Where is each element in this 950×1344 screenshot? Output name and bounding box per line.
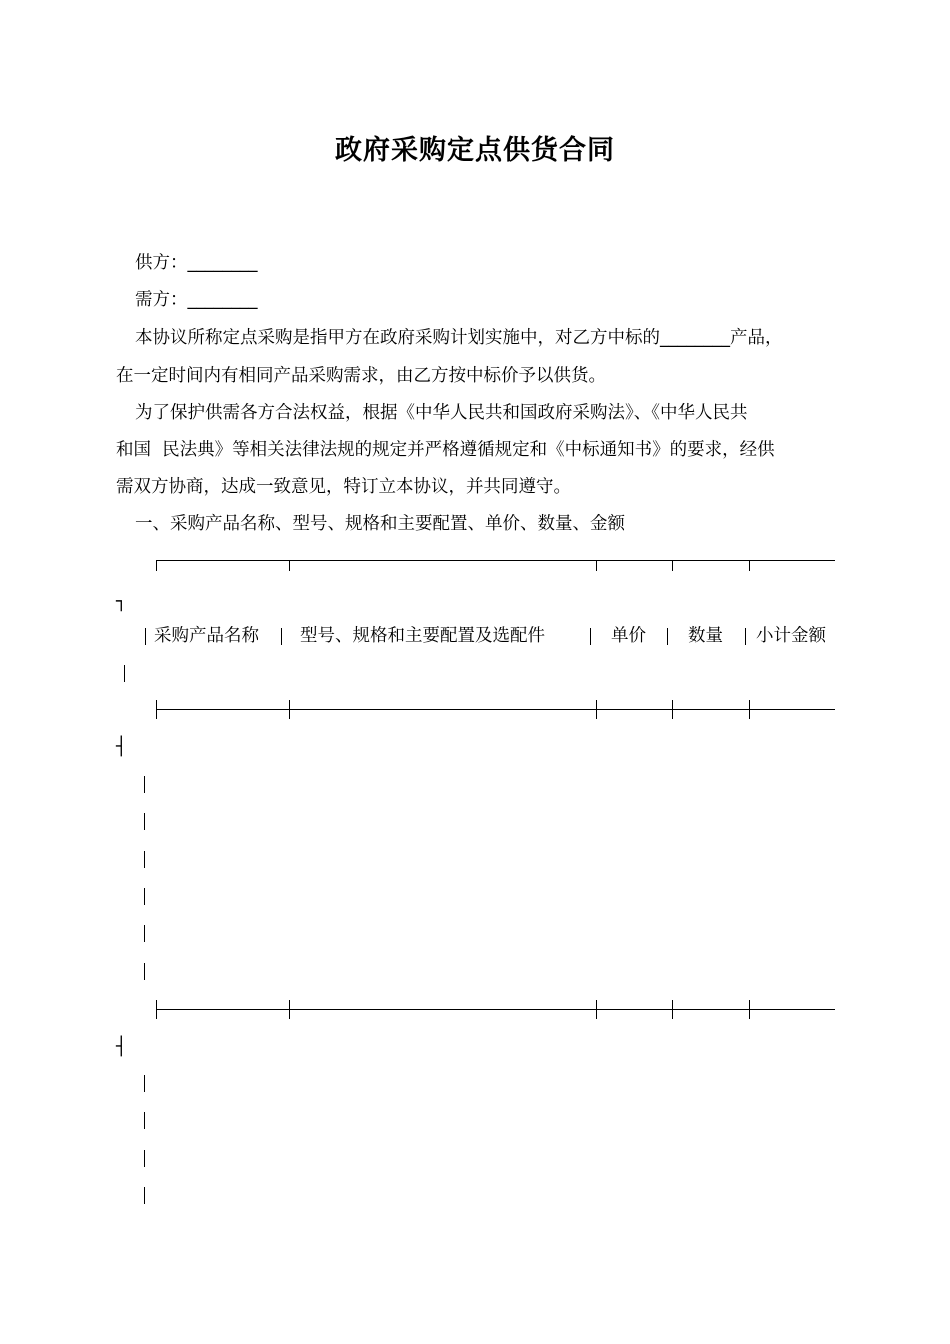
supplier-field: 供方：________ <box>135 253 258 273</box>
paragraph-definition-line2: 在一定时间内有相同产品采购需求，由乙方按中标价予以供货。 <box>116 366 606 386</box>
header-unit-price: 单价 <box>611 626 646 646</box>
header-model-spec: 型号、规格和主要配置及选配件 <box>300 626 545 646</box>
table-corner-mid-2: ┤ <box>116 1037 127 1057</box>
contract-title: 政府采购定点供货合同 <box>335 135 615 166</box>
header-product-name: 采购产品名称 <box>154 626 259 646</box>
header-subtotal: 小计金额 <box>756 626 826 646</box>
paragraph-basis-line3: 需双方协商，达成一致意见，特订立本协议，并共同遵守。 <box>116 477 571 497</box>
paragraph-basis-line2: 和国 民法典》等相关法律法规的规定并严格遵循规定和《中标通知书》的要求，经供 <box>116 440 775 460</box>
table-corner-mid-1: ┤ <box>116 737 127 757</box>
buyer-field: 需方：________ <box>135 290 258 310</box>
header-quantity: 数量 <box>688 626 723 646</box>
section-heading: 一、采购产品名称、型号、规格和主要配置、单价、数量、金额 <box>135 514 625 534</box>
paragraph-definition-line1: 本协议所称定点采购是指甲方在政府采购计划实施中，对乙方中标的________产品， <box>135 328 783 348</box>
paragraph-basis-line1: 为了保护供需各方合法权益，根据《中华人民共和国政府采购法》、《中华人民共 <box>135 403 748 423</box>
table-corner-top-right: ┐ <box>116 592 127 612</box>
